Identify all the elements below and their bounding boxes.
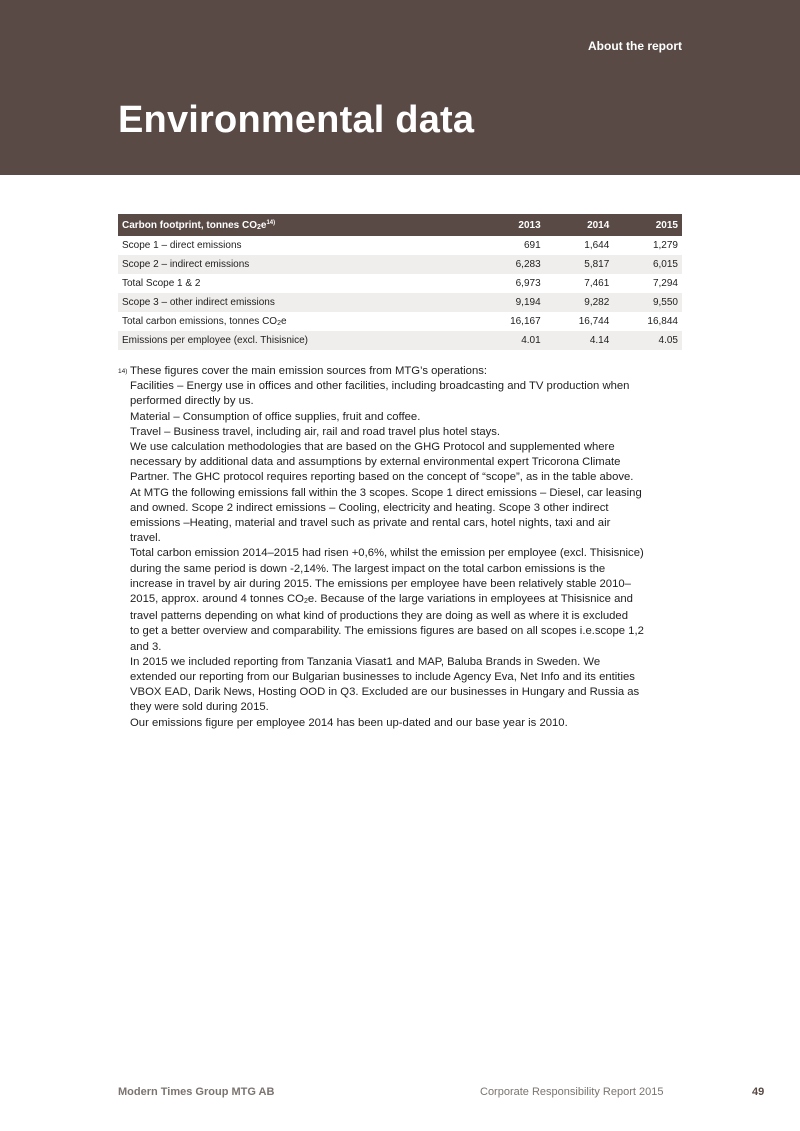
footnote-line: extended our reporting from our Bulgarian businesses to include Agency Eva, Net Info and its entities [130, 671, 635, 684]
table-row [118, 312, 682, 331]
cell-value: 5,817 [545, 255, 614, 274]
table-row [118, 255, 682, 274]
table-title-text: Carbon footprint, tonnes CO [122, 219, 257, 231]
column-header-2015: 2015 [613, 214, 682, 236]
row-label: Total Scope 1 & 2 [122, 278, 201, 289]
footnote-line: These figures cover the main emission sources from MTG’s operations: [130, 365, 488, 377]
table-row [118, 331, 682, 350]
footnote-line: Travel – Business travel, including air, rail and road travel plus hotel stays. [130, 425, 501, 438]
row-label: Emissions per employee (excl. Thisisnice) [118, 331, 476, 350]
table-title-suffix: e [260, 219, 267, 231]
cell-value: 16,844 [647, 316, 678, 327]
cell-value: 9,282 [545, 293, 614, 312]
cell-value: 6,973 [515, 278, 541, 289]
footnote-line [118, 592, 688, 609]
footnote-line: Our emissions figure per employee 2014 has been up-dated and our base year is 2010. [130, 716, 568, 729]
footnote-line: they were sold during 2015. [130, 701, 269, 714]
footnote-line: Partner. The GHC protocol requires reporting based on the concept of “scope”, as in the table above. [130, 471, 634, 484]
cell-value: 4.01 [476, 331, 545, 350]
footnote-line: VBOX EAD, Darik News, Hosting OOD in Q3. Excluded are our businesses in Hungary and Russia as [130, 686, 640, 699]
table-row [118, 274, 682, 293]
footnote-line: and 3. [130, 640, 162, 653]
row-label-suffix: e [280, 316, 287, 327]
footnote-line: increase in travel by air during 2015. The emissions per employee have been relatively stable 2010– [130, 577, 631, 590]
footnote-line: and owned. Scope 2 indirect emissions – Cooling, electricity and heating. Scope 3 other indirect [130, 501, 609, 514]
cell-value: 4.14 [545, 331, 614, 350]
row-label: Scope 2 – indirect emissions [118, 255, 476, 274]
co2-line-text: 2015, approx. around 4 tonnes CO [130, 593, 304, 606]
header-band [0, 0, 800, 175]
cell-value: 691 [523, 240, 541, 251]
table-title-subscript: 2 [257, 223, 261, 231]
row-label [118, 312, 476, 331]
footnote-line: Total carbon emission 2014–2015 had risen +0,6%, whilst the emission per employee (excl. Thisisnice) [130, 547, 644, 560]
cell-value: 9,194 [476, 293, 545, 312]
cell-value: 1,644 [584, 240, 610, 251]
page-title: Environmental data [118, 99, 475, 141]
footnote-line: necessary by additional data and assumptions by external environmental expert Tricorona Climate [130, 456, 621, 469]
cell-value: 7,461 [584, 278, 610, 289]
table-row [118, 293, 682, 312]
footnote-line: emissions –Heating, material and travel such as private and rental cars, hotel nights, taxi and air [130, 517, 611, 530]
footnote-marker: 14) [118, 368, 128, 375]
table-header-row [118, 214, 682, 236]
footnote-line: At MTG the following emissions fall within the 3 scopes. Scope 1 direct emissions – Diesel, car leasing [130, 486, 642, 499]
footnote-line: Facilities – Energy use in offices and other facilities, including broadcasting and TV production when [130, 380, 630, 393]
table-footnote-ref: 14) [266, 219, 276, 226]
footnote-line: travel. [130, 532, 161, 545]
section-label: About the report [588, 39, 682, 53]
column-header-2014: 2014 [545, 214, 614, 236]
co2-line-suffix: e. Because of the large variations in employees at Thisisnice and [307, 593, 633, 606]
cell-value: 16,744 [578, 316, 610, 327]
row-label-subscript: 2 [277, 320, 281, 327]
footer-report-title: Corporate Responsibility Report 2015 [480, 1086, 664, 1098]
footnote-line: performed directly by us. [130, 395, 254, 408]
footnote-line: travel patterns depending on what kind of productions they are doing as well as where it is excluded [130, 610, 628, 623]
page-number: 49 [752, 1086, 765, 1098]
co2-line-subscript: 2 [303, 598, 308, 606]
cell-value: 1,279 [652, 240, 678, 251]
cell-value: 6,015 [613, 255, 682, 274]
row-label: Scope 3 – other indirect emissions [118, 293, 476, 312]
footnote-line: Material – Consumption of office supplies, fruit and coffee. [130, 410, 421, 423]
row-label-text: Total carbon emissions, tonnes CO [122, 316, 278, 327]
cell-value: 16,167 [510, 316, 541, 327]
column-header-2013: 2013 [476, 214, 545, 236]
table-title [118, 214, 476, 236]
row-label: Scope 1 – direct emissions [122, 240, 242, 251]
footnote-line: during the same period is down -2,14%. The largest impact on the total carbon emissions is the [130, 562, 606, 575]
cell-value: 4.05 [613, 331, 682, 350]
carbon-footprint-table [118, 214, 682, 350]
cell-value: 9,550 [613, 293, 682, 312]
table-row [118, 236, 682, 255]
cell-value: 6,283 [476, 255, 545, 274]
footer-company: Modern Times Group MTG AB [118, 1086, 275, 1098]
cell-value: 7,294 [652, 278, 678, 289]
footnote-line: In 2015 we included reporting from Tanzania Viasat1 and MAP, Baluba Brands in Sweden. We [130, 655, 601, 668]
footnote [118, 364, 688, 731]
footnote-line: We use calculation methodologies that are based on the GHG Protocol and supplemented where [130, 441, 615, 454]
footnote-line: to get a better overview and comparability. The emissions figures are based on all scopes i.e.scope 1,2 [130, 625, 644, 638]
